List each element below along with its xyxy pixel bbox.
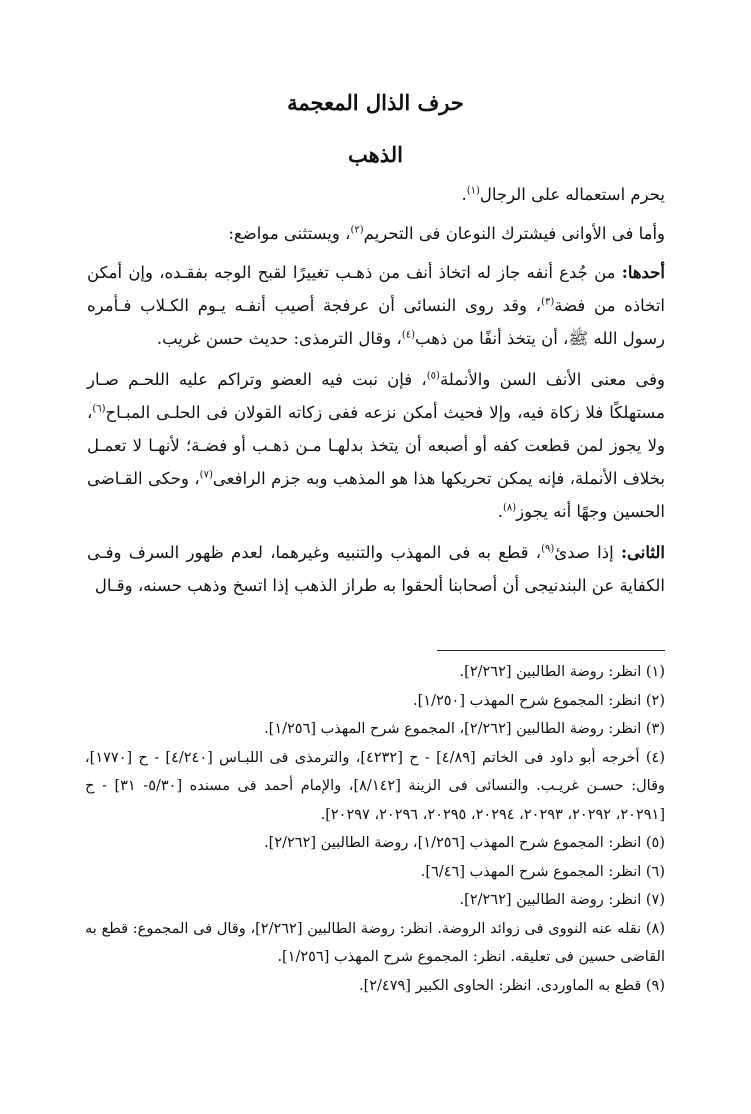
footnote-ref: (٢) bbox=[350, 224, 364, 236]
paragraph-4-text-b: ، فإن نبت فيه العضو وتراكم عليه اللحـم صـار مستهلكًا فلا زكاة فيه، وإلا فحيث أمكن نزعه ففى زكاته القولان فى الحلـى المبـاح bbox=[87, 370, 665, 422]
paragraph-1 bbox=[87, 178, 665, 211]
footnote-item: (٢) انظر: المجموع شرح المهذب [١/٢٥٠]. bbox=[413, 692, 665, 709]
paragraph-3-text-b: ، وقد روى النسائى أن عرفجة أصيب أنفـه يـوم الكـلاب فـأمره رسول الله ﷺ، أن يتخذ أنفًا من ذهب bbox=[87, 296, 665, 348]
footnotes bbox=[85, 658, 665, 1000]
paragraph-1-text: يحرم استعماله على الرجال bbox=[479, 185, 665, 204]
footnote-separator bbox=[437, 650, 665, 651]
paragraph-4-text-d: ، وحكى القـاضى الحسين وجهًا أنه يجوز bbox=[87, 469, 665, 521]
paragraph-5 bbox=[87, 536, 665, 602]
paragraph-2 bbox=[87, 217, 665, 250]
footnote-ref: (٩) bbox=[541, 543, 555, 555]
footnote-item: (٩) قطع به الماوردى. انظر: الحاوى الكبير [٢/٤٧٩]. bbox=[358, 977, 665, 994]
footnote-item: (٧) انظر: روضة الطالبين [٢/٢٦٢]. bbox=[459, 892, 665, 908]
footnote-ref: (٨) bbox=[502, 502, 517, 514]
footnote-ref: (٥) bbox=[426, 370, 440, 382]
main-text bbox=[87, 178, 665, 610]
footnote-ref: (٤) bbox=[401, 329, 416, 341]
paragraph-3-lead: أحدها: bbox=[621, 263, 665, 282]
paragraph-5-lead: الثانى: bbox=[620, 543, 665, 562]
footnote-item: (٥) انظر: المجموع شرح المهذب [١/٢٥٦]، روضة الطالبين [٢/٢٦٢]. bbox=[264, 835, 665, 851]
paragraph-4 bbox=[87, 363, 665, 528]
footnote-ref: (٣) bbox=[541, 296, 555, 308]
chapter-title: حرف الذال المعجمة bbox=[287, 90, 464, 115]
paragraph-3 bbox=[87, 256, 665, 355]
paragraph-2-text-b: ، ويستثنى مواضع: bbox=[228, 224, 351, 243]
paragraph-5-text-b: ، قطع به فى المهذب والتنبيه وغيرهما، لعدم ظهور السرف وفـى الكفاية عن البندنيجى أن أصحابنا ألحقوا به طراز الذهب إذا اتسخ وذهب حسنه، وقـال bbox=[87, 543, 665, 595]
footnote-item: (٨) نقله عنه النووى فى زوائد الروضة. انظر: روضة الطالبين [٢/٢٦٢]، وقال فى المجموع: قطع به القاضى حسين فى تعليقه. انظر: المجموع شرح المهذب [١/٢٥٦]. bbox=[85, 920, 665, 965]
paragraph-4-text-e: . bbox=[497, 502, 503, 521]
footnote-item: (١) انظر: روضة الطالبين [٢/٢٦٢]. bbox=[459, 664, 665, 680]
paragraph-2-text-a: وأما فى الأوانى فيشترك النوعان فى التحريم bbox=[363, 224, 665, 243]
paragraph-3-text-a: من جُدع أنفه جاز له اتخاذ أنف من ذهـب تغييرًا لقبح الوجه بفقـده، وإن أمكن اتخاذه من فضة bbox=[87, 263, 666, 315]
footnote-ref: (٧) bbox=[199, 469, 213, 481]
footnote-ref: (١) bbox=[466, 185, 480, 197]
paragraph-5-text-a: إذا صدئ bbox=[554, 543, 621, 562]
section-title: الذهب bbox=[348, 142, 403, 167]
paragraph-1-tail: . bbox=[461, 185, 467, 204]
paragraph-4-text-c: ، ولا يجوز لمن قطعت كفه أو أصبعه أن يتخذ بدلهـا مـن ذهـب أو فضـة؛ لأنهـا لا تعمـل بخلاف الأنملة، فإنه يمكن تحريكها هذا هو المذهب وبه جزم الرافعى bbox=[87, 403, 665, 488]
footnote-item: (٤) أخرجه أبو داود فى الخاتم [٤/٨٩] - ح [٤٢٣٢]، والترمذى فى اللبـاس [٤/٢٤٠] - ح [١٧٧٠]، وقال: حسـن غريـب. والنسائى فى الزينة [٨/١٤٢]، والإمام أحمد فى مسنده [٥/٣٠- ٣١] - ح [٢٠٢٩١، ٢٠٢٩٢، ٢٠٢٩٣، ٢٠٢٩٤، ٢٠٢٩٥، ٢٠٢٩٦، ٢٠٢٩٧]. bbox=[85, 749, 666, 823]
paragraph-4-text-a: وفى معنى الأنف السن والأنملة bbox=[439, 370, 666, 389]
paragraph-3-text-c: ، وقال الترمذى: حديث حسن غريب. bbox=[156, 329, 402, 348]
footnote-item: (٣) انظر: روضة الطالبين [٢/٢٦٢]، المجموع شرح المهذب [١/٢٥٦]. bbox=[264, 721, 665, 737]
footnote-item: (٦) انظر: المجموع شرح المهذب [٦/٤٦]. bbox=[420, 863, 665, 880]
footnote-ref: (٦) bbox=[92, 403, 106, 415]
